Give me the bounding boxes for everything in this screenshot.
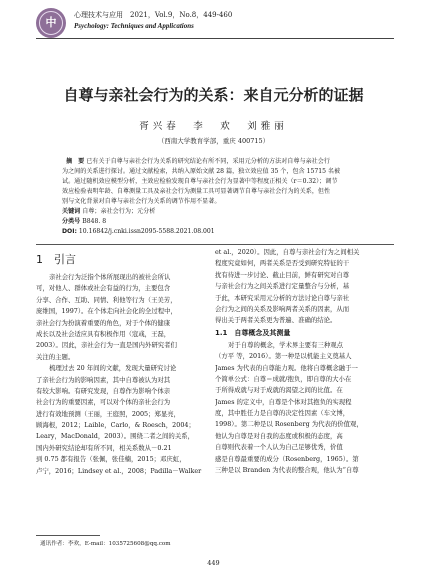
classification-label: 分类号 — [62, 218, 81, 225]
body-line: 度，其中胜任力是自尊的决定性因素（车文博， — [215, 409, 350, 418]
footnote-rule — [36, 535, 100, 536]
doi-label: DOI: — [62, 228, 77, 235]
doi-line — [62, 227, 362, 237]
body-line: 程度究竟如何，两者关系是否受到研究特征的干 — [215, 259, 350, 268]
paper-authors: 胥兴春 李 欢 刘雅丽 — [139, 121, 288, 132]
body-line: 于此，本研究采用元分析的方法讨论自尊与亲社 — [215, 293, 350, 302]
body-line: 会行为之间的关系及影响两者关系的因素，从而 — [215, 304, 350, 313]
left-column — [36, 247, 216, 477]
body-line: 可，对他人、群体或社会有益的行为，主要包含 — [36, 284, 171, 293]
classification-value: B848. 8 — [82, 218, 107, 225]
abstract-line: 试。通过随机效应模型分析，主效应检验发现自尊与亲社会行为显著中等程度正相关（r＝0.32）；调节 — [62, 178, 338, 185]
keywords-line — [62, 207, 362, 217]
body-line: et al.，2020）。因此，自尊与亲社会行为之间相关 — [215, 248, 360, 256]
journal-name-en: Psychology: Techniques and Applications — [74, 22, 194, 30]
body-line: 分享、合作、互助、同情、利他等行为（王美芳， — [36, 295, 177, 304]
keywords-label: 关键词 — [62, 208, 81, 215]
journal-logo-text: 中 — [39, 11, 63, 35]
body-line: James 的定义中，自尊是个体对其抱负的实现程 — [215, 397, 352, 406]
body-line: 社会行为的重要因素，可以对个体的亲社会行为 — [36, 398, 171, 407]
paper-title: 自尊与亲社会行为的关系：来自元分析的证据 — [63, 86, 364, 104]
paper-affiliation: （西南大学教育学部，重庆 400715） — [157, 137, 270, 145]
body-line: 成长以及社会适应具有积极作用（寇彧，王磊， — [36, 329, 171, 338]
abstract-divider — [36, 244, 394, 245]
body-line: 于所得成就与对于成就的渴望之间的比值。在 — [215, 386, 343, 395]
body-line: 他认为自尊是对自我的态度或积极的态度，高 — [215, 431, 343, 440]
keywords-value: 自尊；亲社会行为；元分析 — [82, 208, 156, 215]
header-rule — [36, 38, 394, 39]
body-line: 2003）。因此，亲社会行为一直是国内外研究者们 — [36, 341, 177, 350]
body-line: 亲社会行为扮演着重要的角色，对于个体的健康 — [36, 318, 171, 327]
journal-logo — [36, 8, 66, 38]
body-line: 到 0.75 都有报告（张佩，张佳楠，2015；邓庆虹， — [36, 455, 186, 464]
body-line: 扰有待进一步讨论、截止目前，鲜有研究对自尊 — [215, 270, 350, 279]
abstract-line: 别与文化背景对自尊与亲社会行为关系的调节作用不显著。 — [62, 198, 221, 205]
body-line: 了亲社会行为的影响因素，其中自尊被认为对其 — [36, 375, 171, 384]
subsection-heading: 1.1 自尊概念及其测量 — [215, 328, 291, 337]
body-line: 自尊则代表着一个人认为自己足够优秀，价值 — [215, 443, 343, 452]
journal-header — [36, 8, 396, 42]
abstract-label: 摘 要 — [66, 158, 85, 165]
body-line: 对于自尊的概念，学术界主要有三种观点 — [228, 340, 344, 349]
abstract-line — [62, 157, 362, 167]
body-line: （方平 等，2016）。第一种是以机能主义奠基人 — [215, 352, 352, 361]
body-line: 1998）。第二种是以 Rosenberg 为代表的价值观， — [215, 420, 363, 429]
body-line: 顾海根，2012；Laible，Carlo，& Roesch，2004； — [36, 421, 195, 430]
body-line: 与亲社会行为之间关系进行定量整合与分析，基 — [215, 282, 350, 291]
body-line: 梳理过去 20 年间的文献，发现大量研究讨论 — [49, 364, 177, 373]
abstract-block — [62, 157, 362, 237]
body-line: 进行有效地预测（王丽，王庭照，2005；郑显亮， — [36, 409, 181, 418]
doi-value: 10.16842/j.cnki.issn2095-5588.2021.08.001 — [78, 228, 215, 235]
body-line: 有较大影响。有研究发现，自尊作为影响个体亲 — [36, 386, 171, 395]
body-line: 感是自尊最重要的成分（Rosenberg，1965）。第 — [215, 454, 359, 463]
body-line: 国内外研究结论却有所不同，相关系数从－0.21 — [36, 443, 172, 452]
right-column — [215, 247, 395, 476]
body-line: Leary，MacDonald，2003）。围绕二者之间的关系， — [36, 432, 194, 441]
abstract-line: 为之间的关系进行探讨。通过文献检索，共纳入原始文献 28 篇，独立效应值 35 个，包含 15715 名被 — [62, 168, 341, 175]
body-line: 庞维国，1997）。在个体走向社会化的全过程中， — [36, 307, 177, 316]
body-line: James 为代表的自尊能力观。他将自尊概念融于一 — [215, 363, 358, 372]
abstract-line: 效应检验表明年龄、自尊测量工具及亲社会行为测量工具可显著调节自尊与亲社会行为的关系，但性 — [62, 188, 331, 195]
body-line: 个简单公式：自尊＝成就/抱负，即自尊的大小在 — [215, 374, 352, 383]
section-heading-introduction: 1 引言 — [36, 253, 76, 266]
journal-name-cn: 心理技术与应用 2021，Vol.9，No.8，449-460 — [74, 11, 233, 19]
page-number: 449 — [207, 559, 220, 567]
body-line: 卢宁，2016；Lindsey et al.，2008；Padilla－Walker — [36, 466, 202, 475]
body-line: 得出关于两者关系更为普遍、准确的结论。 — [215, 316, 337, 325]
body-line: 关注的主题。 — [36, 352, 75, 361]
classification-line — [62, 217, 362, 227]
body-line: 亲社会行为泛指个体所展现出的被社会所认 — [49, 273, 171, 281]
body-line: 三种是以 Branden 为代表的整合观，他认为“自尊 — [215, 466, 359, 475]
abstract-text: 已有关于自尊与亲社会行为关系的研究结论有所不同，采用元分析的方法对自尊与亲社会行 — [86, 158, 330, 165]
corresponding-author-footnote: 通讯作者：李欢，E-mail：1035725608@qq.com — [40, 541, 171, 547]
